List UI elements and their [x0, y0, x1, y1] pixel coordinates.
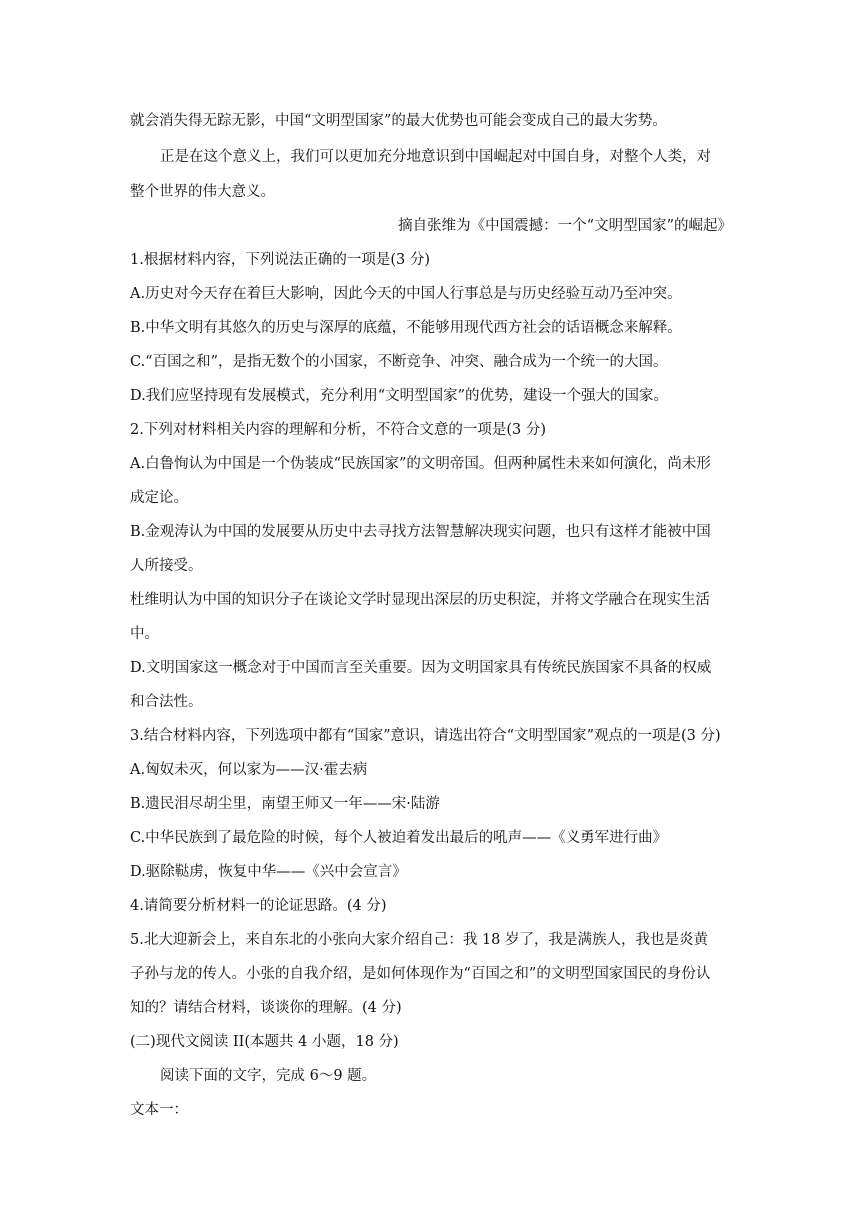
option-d-continued: 和合法性。: [130, 694, 203, 710]
option-c: C.中华民族到了最危险的时候，每个人被迫着发出最后的吼声——《义勇军进行曲》: [130, 830, 668, 846]
text-line: 就会消失得无踪无影，中国“文明型国家”的最大优势也可能会变成自己的最大劣势。: [130, 113, 667, 129]
source-citation: 摘自张维为《中国震撼：一个“文明型国家”的崛起》: [398, 218, 732, 234]
option-b: B.金观涛认为中国的发展要从历史中去寻找方法智慧解决现实问题，也只有这样才能被中国: [130, 524, 711, 540]
option-c-continued: 中。: [130, 626, 159, 642]
option-a: A.白鲁恂认为中国是一个伪装成“民族国家”的文明帝国。但两种属性未来如何演化，尚未形: [130, 456, 711, 472]
question-5: 5.北大迎新会上，来自东北的小张向大家介绍自己：我 18 岁了，我是满族人，我也是炎黄: [130, 932, 708, 948]
option-c: 杜维明认为中国的知识分子在谈论文学时显现出深层的历史积淀，并将文学融合在现实生活: [130, 592, 710, 608]
option-a-continued: 成定论。: [130, 490, 188, 506]
question-2: 2.下列对材料相关内容的理解和分析，不符合文意的一项是(3 分): [130, 422, 546, 438]
option-b-continued: 人所接受。: [130, 558, 203, 574]
question-1: 1.根据材料内容，下列说法正确的一项是(3 分): [130, 252, 430, 268]
option-a: A.匈奴未灭，何以家为——汉·霍去病: [130, 762, 368, 778]
option-b: B.遗民泪尽胡尘里，南望王师又一年——宋·陆游: [130, 796, 440, 812]
text-line: 正是在这个意义上，我们可以更加充分地意识到中国崛起对中国自身，对整个人类，对: [160, 149, 711, 165]
text-line: 整个世界的伟大意义。: [130, 184, 275, 200]
question-3: 3.结合材料内容，下列选项中都有“国家”意识，请选出符合“文明型国家”观点的一项是(3 分): [130, 728, 721, 744]
option-d: D.文明国家这一概念对于中国而言至关重要。因为文明国家具有传统民族国家不具备的权威: [130, 660, 712, 676]
option-d: D.驱除鞑虏，恢复中华——《兴中会宣言》: [130, 864, 407, 880]
section-heading: (二)现代文阅读 II(本题共 4 小题，18 分): [130, 1034, 399, 1050]
option-a: A.历史对今天存在着巨大影响，因此今天的中国人行事总是与历史经验互动乃至冲突。: [130, 286, 682, 302]
question-5-continued: 知的？请结合材料，谈谈你的理解。(4 分): [130, 1000, 402, 1016]
option-c: C.“百国之和”，是指无数个的小国家，不断竞争、冲突、融合成为一个统一的大国。: [130, 354, 668, 370]
question-5-continued: 子孙与龙的传人。小张的自我介绍，是如何体现作为“百国之和”的文明型国家国民的身份认: [130, 966, 711, 982]
instruction: 阅读下面的文字，完成 6～9 题。: [160, 1068, 377, 1084]
question-4: 4.请简要分析材料一的论证思路。(4 分): [130, 898, 387, 914]
text-one-label: 文本一：: [130, 1102, 188, 1118]
option-d: D.我们应坚持现有发展模式，充分利用“文明型国家”的优势，建设一个强大的国家。: [130, 388, 669, 404]
option-b: B.中华文明有其悠久的历史与深厚的底蕴，不能够用现代西方社会的话语概念来解释。: [130, 320, 682, 336]
